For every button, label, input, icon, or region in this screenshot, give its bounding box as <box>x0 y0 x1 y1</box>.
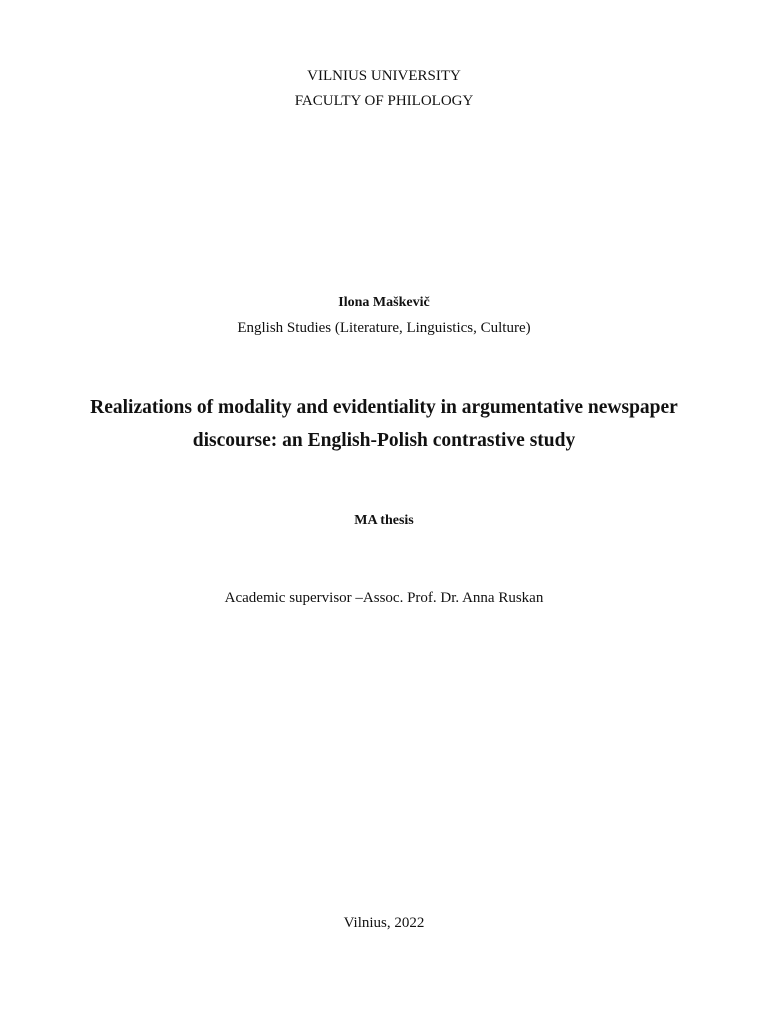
university-name: VILNIUS UNIVERSITY <box>307 68 461 84</box>
study-program: English Studies (Literature, Linguistics, Culture) <box>237 320 531 336</box>
author-name: Ilona Maškevič <box>338 295 430 310</box>
faculty-name: FACULTY OF PHILOLOGY <box>294 93 474 109</box>
degree-label: MA thesis <box>354 513 414 528</box>
academic-supervisor: Academic supervisor –Assoc. Prof. Dr. Anna Ruskan <box>224 590 544 606</box>
thesis-title-line-2: discourse: an English-Polish contrastive study <box>192 430 576 451</box>
place-and-year: Vilnius, 2022 <box>343 915 425 931</box>
thesis-title-line-1: Realizations of modality and evidentiality in argumentative newspaper <box>90 397 678 418</box>
